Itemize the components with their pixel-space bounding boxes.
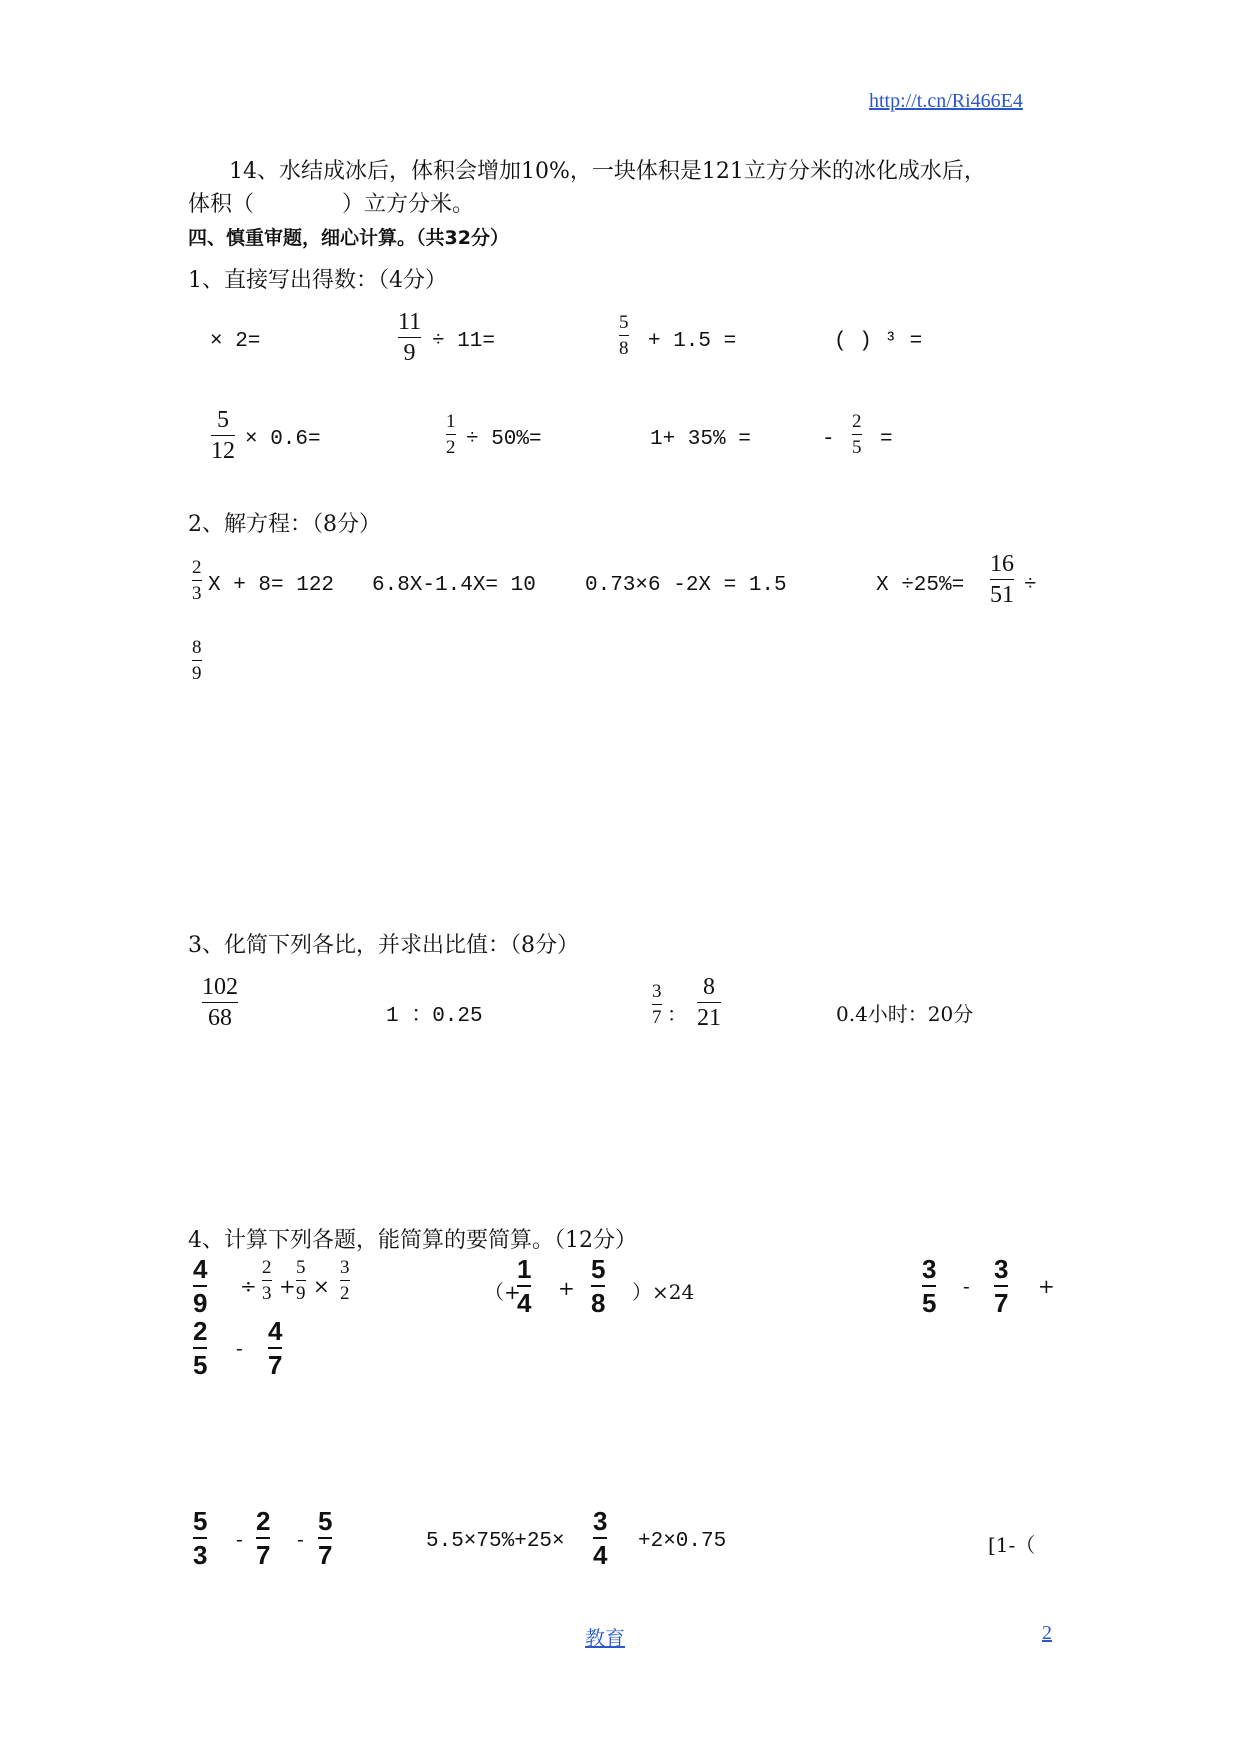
fraction bbox=[193, 1256, 207, 1316]
denominator: 7 bbox=[256, 1540, 271, 1570]
p4-minus2: - bbox=[297, 1527, 304, 1551]
fraction bbox=[193, 1508, 207, 1568]
numerator: 11 bbox=[398, 309, 422, 335]
p5-tail: +2×0.75 bbox=[638, 1530, 727, 1553]
denominator: 12 bbox=[211, 438, 235, 464]
denominator: 9 bbox=[193, 1288, 208, 1318]
p2-close: ）×24 bbox=[632, 1280, 695, 1304]
p2-open: （+ bbox=[484, 1280, 521, 1304]
fraction-bar bbox=[517, 1285, 531, 1287]
fraction-bar bbox=[193, 1285, 207, 1287]
numerator: 3 bbox=[593, 1506, 608, 1536]
fraction-bar bbox=[192, 580, 202, 581]
denominator: 2 bbox=[446, 437, 456, 458]
ratio-b: 1 ：0.25 bbox=[386, 1005, 483, 1028]
numerator: 3 bbox=[340, 1257, 350, 1278]
fraction bbox=[593, 1508, 607, 1568]
equation-1-tail: X + 8= 122 bbox=[208, 574, 335, 597]
fraction-bar bbox=[268, 1347, 282, 1349]
part1-r1c2-tail: ÷ 11= bbox=[432, 330, 496, 353]
footer-center-link[interactable]: 教育 bbox=[585, 1628, 625, 1650]
fraction bbox=[211, 408, 235, 463]
p4-minus1: - bbox=[236, 1527, 243, 1551]
fraction bbox=[446, 412, 456, 457]
fraction bbox=[697, 975, 721, 1030]
fraction-bar bbox=[262, 1280, 272, 1281]
numerator: 5 bbox=[318, 1506, 333, 1536]
denominator: 7 bbox=[318, 1540, 333, 1570]
numerator: 3 bbox=[652, 981, 662, 1002]
fraction bbox=[922, 1256, 936, 1316]
fraction-bar bbox=[697, 1002, 721, 1003]
part1-r2c3: 1+ 35% = bbox=[650, 428, 751, 451]
denominator: 68 bbox=[208, 1005, 232, 1031]
p3-plus: + bbox=[1038, 1274, 1055, 1298]
denominator: 9 bbox=[296, 1283, 306, 1304]
numerator: 3 bbox=[922, 1254, 937, 1284]
fraction-bar bbox=[318, 1537, 332, 1539]
denominator: 5 bbox=[193, 1350, 208, 1380]
denominator: 21 bbox=[697, 1005, 721, 1031]
fraction bbox=[652, 982, 662, 1027]
numerator: 5 bbox=[591, 1254, 606, 1284]
numerator: 1 bbox=[517, 1254, 532, 1284]
part3-heading: 3、化简下列各比，并求出比值：（8分） bbox=[188, 933, 579, 958]
numerator: 8 bbox=[703, 974, 715, 1000]
fraction bbox=[318, 1508, 332, 1568]
fraction bbox=[340, 1258, 350, 1303]
fraction-bar bbox=[192, 660, 202, 661]
fraction bbox=[192, 638, 202, 683]
denominator: 5 bbox=[922, 1288, 937, 1318]
fraction-bar bbox=[211, 435, 235, 436]
part4-heading: 4、计算下列各题，能简算的要简算。（12分） bbox=[188, 1228, 637, 1253]
p2-plus: + bbox=[558, 1276, 575, 1300]
numerator: 5 bbox=[619, 312, 629, 333]
part1-r2c4-tail: = bbox=[880, 428, 893, 451]
fraction bbox=[268, 1318, 282, 1378]
fraction bbox=[193, 1318, 207, 1378]
fraction-bar bbox=[922, 1285, 936, 1287]
numerator: 2 bbox=[192, 557, 202, 578]
fraction-bar bbox=[652, 1004, 662, 1005]
numerator: 2 bbox=[193, 1316, 208, 1346]
denominator: 3 bbox=[193, 1540, 208, 1570]
part2-heading: 2、解方程：（8分） bbox=[188, 512, 381, 537]
fraction-bar bbox=[994, 1285, 1008, 1287]
denominator: 8 bbox=[619, 338, 629, 359]
fraction-bar bbox=[593, 1537, 607, 1539]
fraction-bar bbox=[193, 1347, 207, 1349]
numerator: 5 bbox=[296, 1257, 306, 1278]
part1-r1c1: × 2= bbox=[210, 330, 261, 353]
fraction bbox=[262, 1258, 272, 1303]
numerator: 102 bbox=[202, 974, 238, 1000]
p5-pre: 5.5×75%+25× bbox=[426, 1530, 565, 1553]
fraction bbox=[591, 1256, 605, 1316]
fraction bbox=[619, 313, 629, 358]
fraction-bar bbox=[852, 434, 862, 435]
p3-minus2: - bbox=[236, 1336, 243, 1360]
fraction-bar bbox=[398, 337, 421, 338]
fraction bbox=[256, 1508, 270, 1568]
denominator: 3 bbox=[262, 1283, 272, 1304]
denominator: 7 bbox=[652, 1007, 662, 1028]
equation-2: 6.8X-1.4X= 10 bbox=[372, 574, 536, 597]
numerator: 2 bbox=[262, 1257, 272, 1278]
question-14-line2: 体积（ ）立方分米。 bbox=[188, 192, 475, 217]
fraction bbox=[990, 552, 1014, 607]
denominator: 8 bbox=[591, 1288, 606, 1318]
p1-plus: + bbox=[279, 1274, 296, 1298]
numerator: 2 bbox=[852, 411, 862, 432]
denominator: 51 bbox=[990, 582, 1014, 608]
fraction-bar bbox=[340, 1280, 350, 1281]
part1-r1c3-tail: + 1.5 = bbox=[648, 330, 737, 353]
numerator: 5 bbox=[217, 407, 229, 433]
fraction-bar bbox=[591, 1285, 605, 1287]
denominator: 4 bbox=[517, 1288, 532, 1318]
numerator: 5 bbox=[193, 1506, 208, 1536]
denominator: 7 bbox=[268, 1350, 283, 1380]
numerator: 16 bbox=[990, 551, 1014, 577]
denominator: 2 bbox=[340, 1283, 350, 1304]
p1-times: × bbox=[313, 1274, 330, 1298]
numerator: 4 bbox=[268, 1316, 283, 1346]
denominator: 7 bbox=[994, 1288, 1009, 1318]
denominator: 5 bbox=[852, 437, 862, 458]
header-url-link[interactable]: http://t.cn/Ri466E4 bbox=[869, 90, 1023, 112]
denominator: 4 bbox=[593, 1540, 608, 1570]
section-title: 四、慎重审题，细心计算。（共32分） bbox=[188, 227, 509, 249]
part1-heading: 1、直接写出得数：（4分） bbox=[188, 268, 447, 293]
fraction bbox=[296, 1258, 306, 1303]
p3-minus: - bbox=[963, 1274, 970, 1298]
equation-4-pre: X ÷25%= bbox=[876, 574, 965, 597]
equation-4-tail: ÷ bbox=[1024, 574, 1037, 597]
fraction-bar bbox=[202, 1002, 238, 1003]
fraction bbox=[192, 558, 202, 603]
fraction-bar bbox=[619, 335, 629, 336]
part1-r2c4-pre: - bbox=[822, 428, 835, 451]
part1-r1c4: ( ) ³ = bbox=[834, 330, 923, 353]
ratio-c-colon: ： bbox=[667, 1002, 687, 1026]
fraction-bar bbox=[296, 1280, 306, 1281]
fraction-bar bbox=[256, 1537, 270, 1539]
numerator: 8 bbox=[192, 637, 202, 658]
part1-r2c2-tail: ÷ 50%= bbox=[466, 428, 542, 451]
numerator: 1 bbox=[446, 411, 456, 432]
ratio-d: 0.4小时：20分 bbox=[836, 1002, 974, 1026]
numerator: 3 bbox=[994, 1254, 1009, 1284]
numerator: 4 bbox=[193, 1254, 208, 1284]
fraction bbox=[852, 412, 862, 457]
p6: [1-（ bbox=[988, 1533, 1036, 1557]
fraction bbox=[517, 1256, 531, 1316]
denominator: 3 bbox=[192, 583, 202, 604]
fraction-bar bbox=[446, 434, 456, 435]
fraction-bar bbox=[193, 1537, 207, 1539]
fraction bbox=[202, 975, 238, 1030]
part1-r2c1-tail: × 0.6= bbox=[245, 428, 321, 451]
numerator: 2 bbox=[256, 1506, 271, 1536]
page-number: 2 bbox=[1042, 1622, 1052, 1644]
denominator: 9 bbox=[192, 663, 202, 684]
fraction-bar bbox=[990, 579, 1014, 580]
question-14-line1: 14、水结成冰后，体积会增加10%，一块体积是121立方分米的冰化成水后， bbox=[229, 159, 986, 184]
fraction bbox=[398, 310, 421, 365]
equation-3: 0.73×6 -2X = 1.5 bbox=[585, 574, 787, 597]
p1-div: ÷ bbox=[240, 1274, 257, 1298]
fraction bbox=[994, 1256, 1008, 1316]
denominator: 9 bbox=[403, 340, 416, 366]
